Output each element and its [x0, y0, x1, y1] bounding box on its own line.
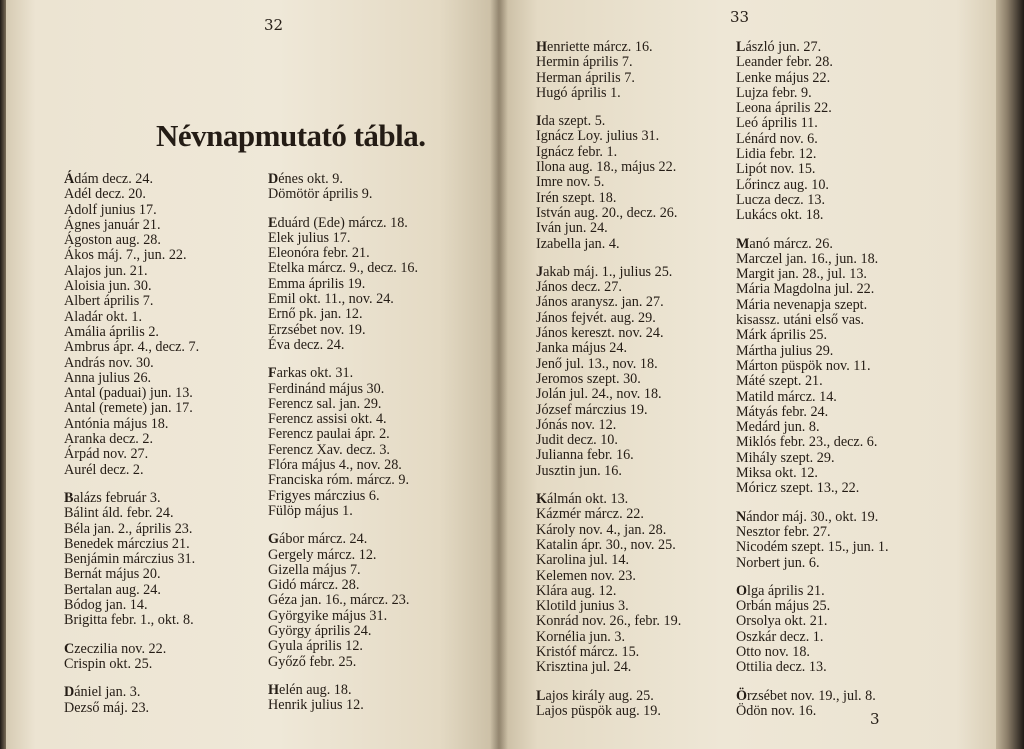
entry-text: anó márcz. 26.: [749, 235, 833, 252]
name-day-entry: Julianna febr. 16.: [536, 447, 634, 464]
name-day-entry: Dezső máj. 23.: [64, 699, 150, 716]
name-day-entry: Fülöp május 1.: [268, 502, 353, 519]
footer-number: 3: [870, 710, 880, 728]
name-day-entry: Medárd jun. 8.: [736, 419, 820, 436]
group-initial-letter: D: [64, 684, 75, 701]
name-day-entry: Anna julius 26.: [64, 369, 152, 386]
entry-text: da szept. 5.: [541, 113, 606, 130]
name-day-entry: Orbán május 25.: [736, 598, 831, 615]
name-day-entry: Ignácz febr. 1.: [536, 143, 618, 160]
name-day-entry: Iván jun. 24.: [536, 220, 608, 237]
group-initial-letter: Ö: [736, 687, 748, 704]
book-right-edge: [996, 0, 1024, 749]
group-initial-letter: D: [268, 171, 279, 187]
name-day-entry: Mária Magdolna jul. 22.: [736, 281, 875, 298]
name-day-entry: János fejvét. aug. 29.: [536, 309, 656, 326]
name-day-entry: Ernő pk. jan. 12.: [268, 306, 363, 323]
name-day-entry: Kornélia jun. 3.: [536, 628, 626, 645]
name-day-entry: [268, 532, 418, 547]
name-day-entry: Irén szept. 18.: [536, 189, 617, 206]
group-initial-letter: O: [736, 582, 748, 599]
name-day-entry: Lenke május 22.: [736, 69, 831, 86]
group-initial-letter: L: [736, 39, 746, 55]
name-day-entry: [268, 683, 418, 698]
name-day-entry: Márk április 25.: [736, 327, 828, 344]
name-day-entry: [64, 172, 199, 187]
name-day-entry: Aloisia jun. 30.: [64, 278, 152, 295]
name-day-entry: Margit jan. 28., jul. 13.: [736, 266, 867, 283]
name-day-entry: Amália április 2.: [64, 323, 159, 340]
name-day-entry: Ödön nov. 16.: [736, 702, 817, 719]
name-day-entry: [64, 685, 199, 700]
page-number-right: 33: [730, 8, 750, 26]
name-day-entry: Krisztina jul. 24.: [536, 659, 632, 676]
name-day-entry: [536, 40, 681, 55]
name-day-entry: Crispin okt. 25.: [64, 655, 153, 672]
name-day-entry: Klotild junius 3.: [536, 598, 629, 615]
entry-text: enriette márcz. 16.: [547, 39, 653, 55]
name-day-entry: Izabella jan. 4.: [536, 235, 620, 252]
name-day-entry: Aurél decz. 2.: [64, 461, 144, 478]
name-day-entry: [536, 114, 681, 129]
name-day-entry: Győző febr. 25.: [268, 653, 357, 670]
group-initial-letter: M: [736, 235, 750, 252]
name-day-entry: András nov. 30.: [64, 354, 154, 371]
name-day-entry: Márton püspök nov. 11.: [736, 357, 871, 374]
name-day-entry: [268, 216, 418, 231]
name-day-entry: Jusztin jun. 16.: [536, 462, 622, 479]
name-day-entry: Janka május 24.: [536, 340, 628, 357]
name-day-entry: Miksa okt. 12.: [736, 465, 818, 482]
name-day-entry: Norbert jun. 6.: [736, 554, 820, 571]
name-day-entry: Bódog jan. 14.: [64, 597, 148, 614]
name-day-entry: Lukács okt. 18.: [736, 207, 824, 224]
group-initial-letter: H: [536, 39, 548, 55]
name-day-entry: Lénárd nov. 6.: [736, 130, 818, 147]
entry-text: akab máj. 1., julius 25.: [543, 263, 673, 280]
name-day-entry: Otto nov. 18.: [736, 643, 810, 660]
name-day-entry: [536, 492, 681, 507]
name-day-entry: Judit decz. 10.: [536, 432, 618, 449]
right-page: [498, 0, 996, 749]
name-day-entry: Máté szept. 21.: [736, 373, 823, 390]
page-title: Névnapmutató tábla.: [156, 118, 426, 153]
name-day-entry: Lucza decz. 13.: [736, 191, 826, 208]
name-day-entry: Ferdinánd május 30.: [268, 380, 385, 397]
entry-text: ándor máj. 30., okt. 19.: [746, 508, 879, 525]
name-day-entry: Lajos püspök aug. 19.: [536, 702, 661, 719]
name-day-entry: Katalin ápr. 30., nov. 25.: [536, 536, 676, 553]
group-initial-letter: Á: [64, 171, 75, 187]
name-day-entry: Leó április 11.: [736, 115, 818, 132]
name-column-left-1: [64, 172, 199, 716]
name-day-entry: Gergely márcz. 12.: [268, 546, 377, 563]
name-day-entry: Béla jan. 2., április 23.: [64, 520, 193, 537]
name-day-entry: Adolf junius 17.: [64, 201, 157, 218]
name-day-entry: Nesztor febr. 27.: [736, 523, 831, 540]
name-day-entry: Hugó április 1.: [536, 84, 621, 101]
name-day-entry: Móricz szept. 13., 22.: [736, 480, 860, 497]
entry-text: énes okt. 9.: [278, 171, 343, 187]
page-number-left: 32: [264, 16, 284, 34]
name-day-entry: Lujza febr. 9.: [736, 84, 812, 101]
name-day-entry: [736, 510, 889, 525]
entry-text: álmán okt. 13.: [547, 491, 629, 508]
name-day-entry: Bertalan aug. 24.: [64, 581, 161, 598]
group-initial-letter: F: [268, 365, 277, 382]
name-column-right-2: [736, 40, 889, 719]
left-page: [6, 0, 498, 749]
name-day-entry: Ottilia decz. 13.: [736, 659, 827, 676]
name-day-entry: Kelemen nov. 23.: [536, 567, 636, 584]
name-day-entry: Henrik julius 12.: [268, 697, 364, 714]
name-day-entry: Ambrus ápr. 4., decz. 7.: [64, 339, 200, 356]
name-day-entry: [736, 40, 889, 55]
name-day-entry: Ákos máj. 7., jun. 22.: [64, 247, 187, 264]
name-day-entry: Miklós febr. 23., decz. 6.: [736, 434, 878, 451]
name-day-entry: Marczel jan. 16., jun. 18.: [736, 250, 879, 267]
name-day-entry: kisassz. utáni első vas.: [736, 312, 865, 329]
name-day-entry: Konrád nov. 26., febr. 19.: [536, 613, 682, 630]
entry-text: lga április 21.: [747, 582, 825, 599]
name-day-entry: Aladár okt. 1.: [64, 308, 143, 325]
entry-text: elén aug. 18.: [279, 681, 352, 698]
name-day-entry: Ilona aug. 18., május 22.: [536, 159, 677, 176]
name-day-entry: Eleonóra febr. 21.: [268, 245, 370, 262]
name-day-entry: Dömötör április 9.: [268, 186, 373, 203]
name-day-entry: János aranysz. jan. 27.: [536, 294, 664, 311]
name-day-entry: [268, 172, 418, 187]
name-day-entry: Gidó márcz. 28.: [268, 577, 360, 594]
name-day-entry: Brigitta febr. 1., okt. 8.: [64, 612, 194, 629]
name-day-entry: Orsolya okt. 21.: [736, 613, 828, 630]
name-day-entry: Oszkár decz. 1.: [736, 628, 824, 645]
name-day-entry: Alajos jun. 21.: [64, 262, 148, 279]
name-day-entry: Hermin április 7.: [536, 54, 633, 71]
entry-text: ászló jun. 27.: [745, 39, 822, 55]
name-day-entry: Benedek márczius 21.: [64, 535, 190, 552]
entry-text: duárd (Ede) márcz. 18.: [277, 214, 408, 231]
name-day-entry: Imre nov. 5.: [536, 174, 605, 191]
name-day-entry: Antal (paduai) jun. 13.: [64, 385, 193, 402]
name-day-entry: Flóra május 4., nov. 28.: [268, 457, 402, 474]
name-day-entry: Lőrincz aug. 10.: [736, 176, 829, 193]
name-day-entry: György április 24.: [268, 623, 372, 640]
name-day-entry: Mihály szept. 29.: [736, 449, 835, 466]
name-day-entry: Emil okt. 11., nov. 24.: [268, 291, 394, 308]
name-day-entry: Kázmér márcz. 22.: [536, 506, 644, 523]
name-day-entry: Géza jan. 16., márcz. 23.: [268, 592, 410, 609]
group-initial-letter: L: [536, 687, 546, 704]
name-day-entry: [736, 584, 889, 599]
name-day-entry: Jeromos szept. 30.: [536, 370, 641, 387]
name-day-entry: Ferencz Xav. decz. 3.: [268, 441, 390, 458]
name-day-entry: Lidia febr. 12.: [736, 146, 817, 163]
group-initial-letter: E: [268, 214, 278, 231]
name-day-entry: Bernát május 20.: [64, 566, 161, 583]
name-day-entry: Frigyes márczius 6.: [268, 487, 380, 504]
name-day-entry: Ignácz Loy. julius 31.: [536, 128, 660, 145]
name-day-entry: Leona április 22.: [736, 100, 832, 117]
name-day-entry: Árpád nov. 27.: [64, 446, 149, 463]
name-day-entry: Antónia május 18.: [64, 415, 169, 432]
name-day-entry: Adél decz. 20.: [64, 186, 146, 203]
name-day-entry: [64, 642, 199, 657]
name-day-entry: Jolán jul. 24., nov. 18.: [536, 386, 662, 403]
entry-text: alázs február 3.: [73, 489, 161, 506]
name-day-entry: [64, 491, 199, 506]
name-column-left-2: [268, 172, 418, 714]
name-day-entry: Éva decz. 24.: [268, 336, 345, 353]
name-day-entry: József márczius 19.: [536, 401, 648, 418]
name-day-entry: Nicodém szept. 15., jun. 1.: [736, 539, 889, 556]
name-day-entry: Kristóf márcz. 15.: [536, 643, 640, 660]
name-day-entry: [536, 689, 681, 704]
name-day-entry: Matild márcz. 14.: [736, 388, 837, 405]
group-initial-letter: J: [536, 263, 544, 280]
name-day-entry: Jónás nov. 12.: [536, 416, 617, 433]
group-initial-letter: N: [736, 508, 747, 525]
name-day-entry: Klára aug. 12.: [536, 582, 617, 599]
name-day-entry: Aranka decz. 2.: [64, 431, 154, 448]
name-day-entry: Ferencz assisi okt. 4.: [268, 411, 387, 428]
group-initial-letter: C: [64, 640, 75, 657]
name-day-entry: István aug. 20., decz. 26.: [536, 204, 678, 221]
name-day-entry: [736, 689, 889, 704]
group-initial-letter: G: [268, 531, 280, 548]
name-day-entry: Gizella május 7.: [268, 561, 361, 578]
name-day-entry: Etelka márcz. 9., decz. 16.: [268, 260, 419, 277]
name-day-entry: Herman április 7.: [536, 69, 635, 86]
entry-text: ajos király aug. 25.: [545, 687, 654, 704]
group-initial-letter: H: [268, 681, 280, 698]
name-day-entry: Antal (remete) jan. 17.: [64, 400, 193, 417]
name-day-entry: Emma április 19.: [268, 275, 366, 292]
entry-text: dám decz. 24.: [74, 171, 154, 187]
name-day-entry: Bálint áld. febr. 24.: [64, 505, 174, 522]
name-day-entry: Mártha julius 29.: [736, 342, 834, 359]
name-column-right-1: [536, 40, 681, 719]
name-day-entry: Györgyike május 31.: [268, 607, 388, 624]
name-day-entry: Erzsébet nov. 19.: [268, 321, 366, 338]
group-initial-letter: I: [536, 113, 542, 130]
name-day-entry: Albert április 7.: [64, 293, 154, 310]
name-day-entry: Benjámin márczius 31.: [64, 551, 196, 568]
entry-text: ániel jan. 3.: [74, 684, 141, 701]
group-initial-letter: B: [64, 489, 74, 506]
entry-text: zeczilia nov. 22.: [74, 640, 167, 657]
name-day-entry: János kereszt. nov. 24.: [536, 325, 664, 342]
name-day-entry: [736, 237, 889, 252]
name-day-entry: Ferencz sal. jan. 29.: [268, 395, 382, 412]
group-initial-letter: K: [536, 491, 548, 508]
name-day-entry: János decz. 27.: [536, 279, 622, 296]
name-day-entry: Elek julius 17.: [268, 229, 351, 246]
entry-text: ábor márcz. 24.: [279, 531, 368, 548]
name-day-entry: Leander febr. 28.: [736, 54, 833, 71]
entry-text: rzsébet nov. 19., jul. 8.: [747, 687, 876, 704]
name-day-entry: [268, 366, 418, 381]
name-day-entry: Karolina jul. 14.: [536, 552, 629, 569]
name-day-entry: Ágnes január 21.: [64, 216, 161, 233]
name-day-entry: Mária nevenapja szept.: [736, 296, 868, 313]
name-day-entry: Ferencz paulai ápr. 2.: [268, 426, 390, 443]
name-day-entry: Gyula április 12.: [268, 638, 363, 655]
name-day-entry: Lipót nov. 15.: [736, 161, 816, 178]
name-day-entry: [536, 265, 681, 280]
name-day-entry: Károly nov. 4., jan. 28.: [536, 521, 667, 538]
name-day-entry: Ágoston aug. 28.: [64, 232, 161, 249]
entry-text: arkas okt. 31.: [276, 365, 354, 382]
name-day-entry: Mátyás febr. 24.: [736, 403, 829, 420]
name-day-entry: Jenő jul. 13., nov. 18.: [536, 355, 658, 372]
name-day-entry: Franciska róm. márcz. 9.: [268, 472, 410, 489]
